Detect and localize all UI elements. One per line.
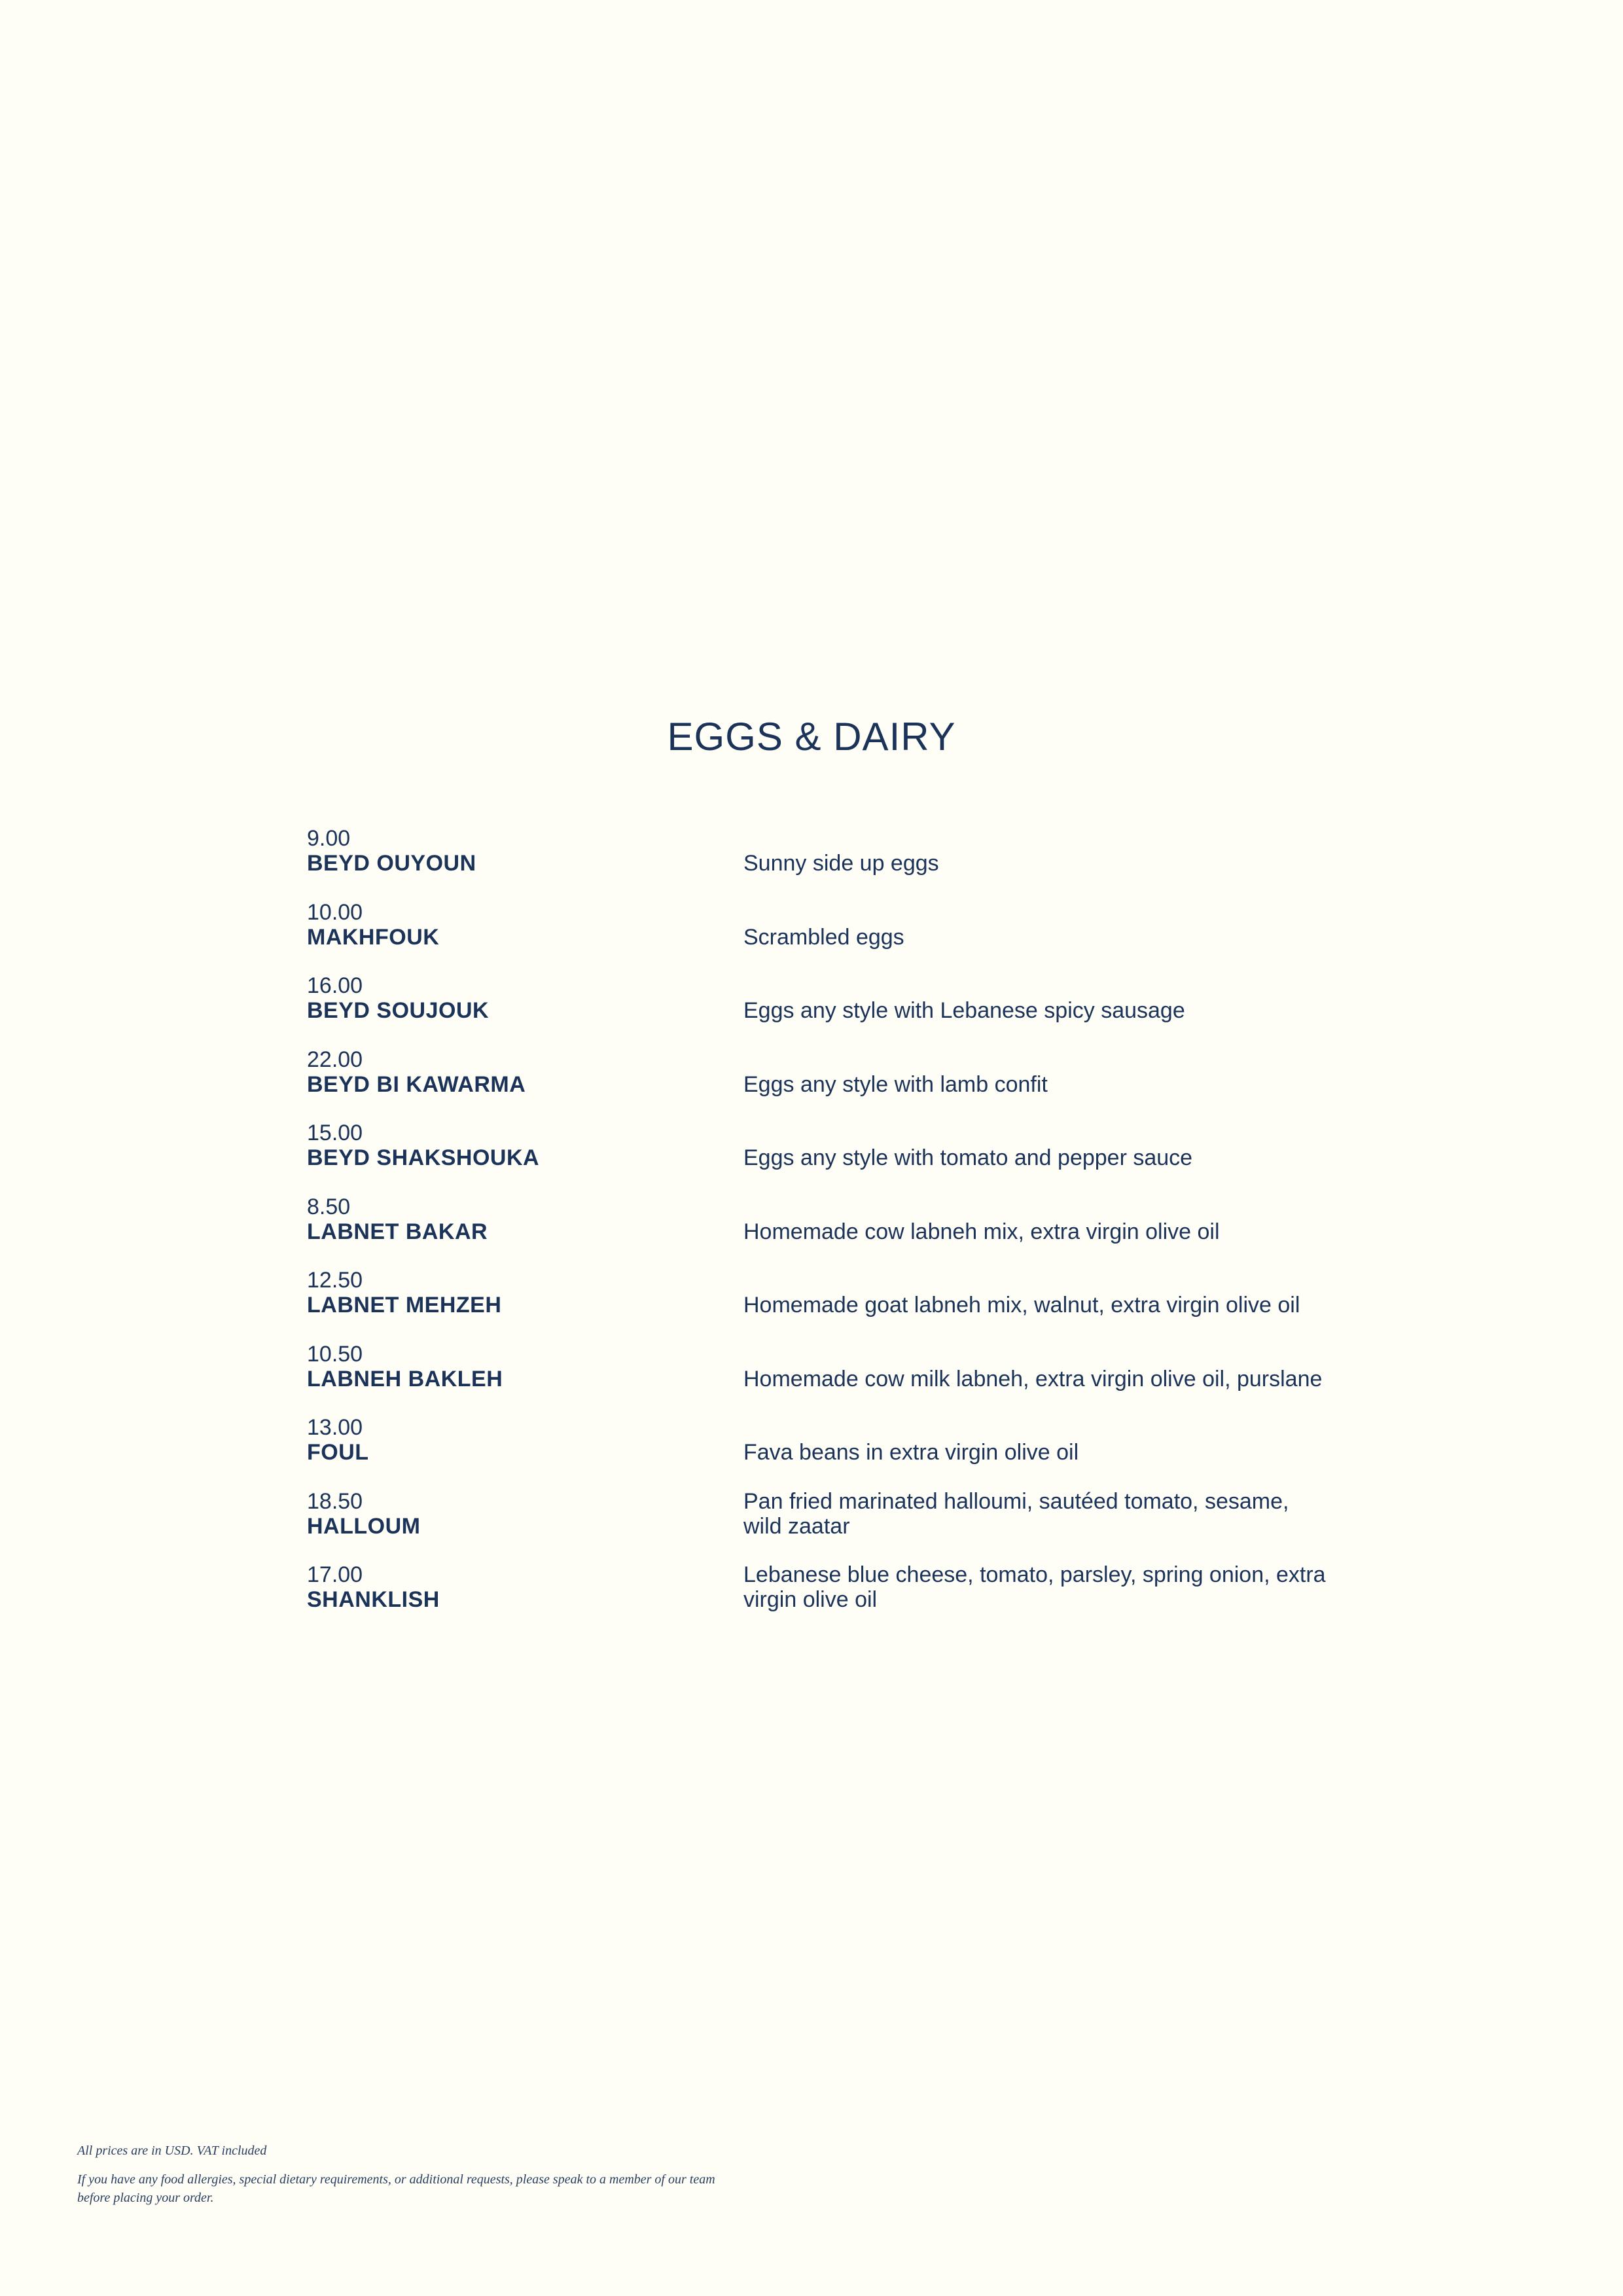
item-name: FOUL	[307, 1440, 369, 1465]
footer-allergy-note: If you have any food allergies, special dietary requirements, or additional requests, please speak to a member of our team before placing your order.	[77, 2172, 715, 2205]
item-name: LABNET BAKAR	[307, 1219, 488, 1244]
menu-item-beyd-bi-kawarma	[307, 1047, 1354, 1121]
menu-item-labnet-mehzeh	[307, 1268, 1354, 1342]
menu-item-makhfouk	[307, 900, 1354, 974]
item-description: Eggs any style with lamb confit	[743, 1071, 1048, 1097]
item-name: BEYD SOUJOUK	[307, 998, 490, 1023]
item-description: Lebanese blue cheese, tomato, parsley, spring onion, extra virgin olive oil	[743, 1562, 1326, 1612]
item-price: 10.00	[307, 899, 363, 925]
menu-item-halloum	[307, 1489, 1354, 1563]
item-description: Homemade cow milk labneh, extra virgin olive oil, purslane	[743, 1366, 1323, 1391]
item-name: BEYD BI KAWARMA	[307, 1071, 526, 1097]
item-price: 12.50	[307, 1268, 363, 1293]
item-description: Homemade goat labneh mix, walnut, extra virgin olive oil	[743, 1293, 1300, 1318]
item-name: HALLOUM	[307, 1513, 421, 1539]
menu-list	[307, 826, 1354, 1636]
item-name: MAKHFOUK	[307, 924, 440, 950]
menu-item-beyd-shakshouka	[307, 1121, 1354, 1194]
item-description: Fava beans in extra virgin olive oil	[743, 1440, 1079, 1465]
item-description: Homemade cow labneh mix, extra virgin olive oil	[743, 1219, 1220, 1244]
item-price: 16.00	[307, 973, 363, 998]
item-name: LABNET MEHZEH	[307, 1293, 502, 1318]
menu-item-beyd-soujouk	[307, 973, 1354, 1047]
item-description: Sunny side up eggs	[743, 851, 939, 876]
menu-item-labneh-bakleh	[307, 1342, 1354, 1416]
item-name: LABNEH BAKLEH	[307, 1366, 503, 1391]
item-price: 22.00	[307, 1047, 363, 1072]
menu-item-labnet-bakar	[307, 1194, 1354, 1268]
item-description: Eggs any style with tomato and pepper sauce	[743, 1145, 1193, 1170]
footer-prices-note: All prices are in USD. VAT included	[77, 2144, 267, 2158]
item-description: Eggs any style with Lebanese spicy sausage	[743, 998, 1185, 1023]
item-price: 13.00	[307, 1415, 363, 1440]
item-price: 15.00	[307, 1121, 363, 1145]
item-name: SHANKLISH	[307, 1587, 440, 1612]
menu-item-beyd-ouyoun	[307, 826, 1354, 900]
item-description: Scrambled eggs	[743, 924, 904, 950]
item-price: 18.50	[307, 1488, 363, 1514]
page-title: EGGS & DAIRY	[667, 715, 956, 759]
item-price: 8.50	[307, 1194, 351, 1219]
item-price: 9.00	[307, 826, 351, 851]
menu-item-shanklish	[307, 1562, 1354, 1636]
item-name: BEYD SHAKSHOUKA	[307, 1145, 540, 1170]
item-price: 10.50	[307, 1341, 363, 1367]
menu-item-foul	[307, 1415, 1354, 1489]
item-price: 17.00	[307, 1562, 363, 1587]
item-description: Pan fried marinated halloumi, sautéed tomato, sesame, wild zaatar	[743, 1488, 1289, 1539]
item-name: BEYD OUYOUN	[307, 851, 476, 876]
